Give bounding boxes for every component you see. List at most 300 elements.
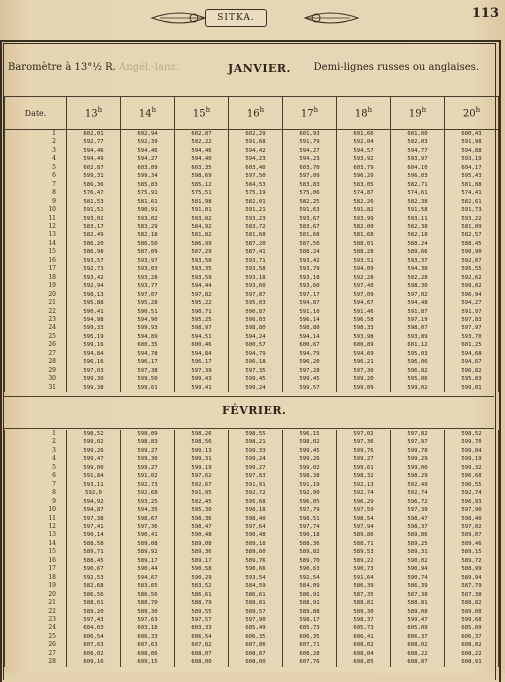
value-cell: 588,81 bbox=[229, 599, 283, 607]
value-cell: 593,28 bbox=[121, 274, 175, 282]
value-cell: 575,06 bbox=[283, 189, 337, 197]
date-cell: 13 bbox=[5, 531, 67, 539]
date-cell: 20 bbox=[5, 591, 67, 599]
value-cell: 599,68 bbox=[445, 616, 499, 624]
date-cell: 26 bbox=[5, 341, 67, 349]
value-cell: 598,52 bbox=[445, 430, 499, 438]
value-cell: 599,93 bbox=[121, 324, 175, 332]
value-cell: 586,61 bbox=[229, 591, 283, 599]
value-cell: 592,0 bbox=[67, 489, 121, 497]
value-cell: 589,76 bbox=[229, 557, 283, 565]
table-row bbox=[5, 147, 499, 155]
value-cell: 599,09 bbox=[337, 384, 391, 392]
value-cell: 593,19 bbox=[445, 155, 499, 163]
value-cell: 589,22 bbox=[337, 557, 391, 565]
table-janvier bbox=[4, 96, 499, 392]
value-cell: 590,55 bbox=[445, 481, 499, 489]
value-cell: 598,13 bbox=[67, 291, 121, 299]
date-cell: 24 bbox=[5, 624, 67, 632]
value-cell: 593,98 bbox=[337, 333, 391, 341]
value-cell: 607,63 bbox=[121, 641, 175, 649]
value-cell: 605,49 bbox=[229, 624, 283, 632]
table-row bbox=[5, 257, 499, 265]
value-cell: 597,90 bbox=[229, 616, 283, 624]
table-row bbox=[5, 274, 499, 282]
value-cell: 586,56 bbox=[121, 591, 175, 599]
table-row bbox=[5, 341, 499, 349]
value-cell: 589,08 bbox=[391, 608, 445, 616]
value-cell: 608,85 bbox=[337, 658, 391, 666]
value-cell: 583,72 bbox=[229, 223, 283, 231]
value-cell: 600,46 bbox=[175, 341, 229, 349]
value-cell: 599,70 bbox=[445, 438, 499, 446]
value-cell: 602,87 bbox=[175, 130, 229, 139]
value-cell: 599,02 bbox=[283, 464, 337, 472]
value-cell: 593,11 bbox=[391, 215, 445, 223]
value-cell: 582,68 bbox=[67, 582, 121, 590]
table-row bbox=[5, 384, 499, 392]
value-cell: 599,27 bbox=[121, 464, 175, 472]
value-cell: 592,94 bbox=[67, 282, 121, 290]
value-cell: 589,72 bbox=[445, 557, 499, 565]
table-row bbox=[5, 223, 499, 231]
date-cell: 28 bbox=[5, 658, 67, 666]
table-row bbox=[5, 350, 499, 358]
value-cell: 597,64 bbox=[229, 523, 283, 531]
value-cell: 592,62 bbox=[445, 274, 499, 282]
value-cell: 594,46 bbox=[175, 147, 229, 155]
value-cell: 600,57 bbox=[229, 341, 283, 349]
value-cell: 594,46 bbox=[121, 147, 175, 155]
value-cell: 599,33 bbox=[229, 447, 283, 455]
value-cell: 605,73 bbox=[337, 624, 391, 632]
table-row bbox=[5, 624, 499, 632]
value-cell: 599,30 bbox=[121, 455, 175, 463]
value-cell: 581,09 bbox=[445, 223, 499, 231]
value-cell: 598,54 bbox=[337, 515, 391, 523]
value-cell: 597,83 bbox=[445, 316, 499, 324]
value-cell: 590,41 bbox=[121, 531, 175, 539]
value-cell: 574,41 bbox=[445, 189, 499, 197]
value-cell: 596,17 bbox=[121, 358, 175, 366]
value-cell: 596,20 bbox=[283, 358, 337, 366]
value-cell: 593,92 bbox=[337, 155, 391, 163]
date-cell: 17 bbox=[5, 265, 67, 273]
value-cell: 594,90 bbox=[121, 316, 175, 324]
value-cell: 599,27 bbox=[229, 464, 283, 472]
table-row bbox=[5, 308, 499, 316]
date-cell: 27 bbox=[5, 650, 67, 658]
value-cell: 594,23 bbox=[283, 155, 337, 163]
value-cell: 599,76 bbox=[337, 447, 391, 455]
value-cell: 605,09 bbox=[391, 624, 445, 632]
month-title-janvier: JANVIER. bbox=[228, 62, 291, 75]
table-row bbox=[5, 464, 499, 472]
date-cell: 3 bbox=[5, 447, 67, 455]
table-row bbox=[5, 531, 499, 539]
date-cell: 23 bbox=[5, 616, 67, 624]
table-row bbox=[5, 189, 499, 197]
value-cell: 595,88 bbox=[67, 299, 121, 307]
value-cell: 589,70 bbox=[283, 557, 337, 565]
table-row bbox=[5, 523, 499, 531]
value-cell: 588,81 bbox=[391, 599, 445, 607]
value-cell: 597,09 bbox=[337, 291, 391, 299]
value-cell: 590,63 bbox=[283, 565, 337, 573]
value-cell: 587,38 bbox=[391, 591, 445, 599]
value-cell: 596,03 bbox=[229, 316, 283, 324]
value-cell: 587,79 bbox=[445, 582, 499, 590]
value-cell: 599,00 bbox=[391, 464, 445, 472]
value-cell: 599,57 bbox=[283, 384, 337, 392]
value-cell: 582,18 bbox=[391, 231, 445, 239]
value-cell: 590,51 bbox=[121, 308, 175, 316]
value-cell: 598,55 bbox=[229, 430, 283, 438]
value-cell: 606,35 bbox=[229, 633, 283, 641]
value-cell: 588,24 bbox=[391, 240, 445, 248]
value-cell: 596,58 bbox=[337, 316, 391, 324]
value-cell: 582,01 bbox=[229, 198, 283, 206]
value-cell: 587,35 bbox=[337, 591, 391, 599]
value-cell: 599,26 bbox=[283, 455, 337, 463]
value-cell: 596,21 bbox=[337, 358, 391, 366]
value-cell: 582,61 bbox=[445, 198, 499, 206]
table-row bbox=[5, 138, 499, 146]
value-cell: 596,17 bbox=[175, 358, 229, 366]
value-cell: 596,82 bbox=[391, 367, 445, 375]
value-cell: 592,73 bbox=[121, 481, 175, 489]
date-cell: 23 bbox=[5, 316, 67, 324]
value-cell: 595,03 bbox=[391, 350, 445, 358]
value-cell: 586,50 bbox=[121, 240, 175, 248]
value-cell: 584,09 bbox=[283, 582, 337, 590]
table-row bbox=[5, 582, 499, 590]
value-cell: 607,82 bbox=[175, 641, 229, 649]
value-cell: 591,21 bbox=[229, 206, 283, 214]
running-head: SITKA. bbox=[205, 9, 267, 27]
value-cell: 599,50 bbox=[121, 375, 175, 383]
date-cell: 21 bbox=[5, 599, 67, 607]
value-cell: 598,09 bbox=[121, 430, 175, 438]
table-fevrier bbox=[4, 430, 499, 667]
value-cell: 589,86 bbox=[391, 531, 445, 539]
value-cell: 603,70 bbox=[283, 164, 337, 172]
value-cell: 588,24 bbox=[283, 248, 337, 256]
value-cell: 597,38 bbox=[67, 515, 121, 523]
value-cell: 589,86 bbox=[337, 531, 391, 539]
value-cell: 598,02 bbox=[283, 438, 337, 446]
value-cell: 590,48 bbox=[229, 531, 283, 539]
value-cell: 597,40 bbox=[337, 282, 391, 290]
value-cell: 608,02 bbox=[337, 641, 391, 649]
value-cell: 596,14 bbox=[283, 316, 337, 324]
value-cell: 583,29 bbox=[121, 223, 175, 231]
value-cell: 581,82 bbox=[175, 231, 229, 239]
value-cell: 599,47 bbox=[67, 455, 121, 463]
value-cell: 590,29 bbox=[175, 574, 229, 582]
value-cell: 594,67 bbox=[121, 574, 175, 582]
value-cell: 592,72 bbox=[229, 489, 283, 497]
value-cell: 589,15 bbox=[445, 548, 499, 556]
table-row bbox=[5, 481, 499, 489]
column-header-date: Date. bbox=[5, 97, 67, 130]
value-cell: 598,07 bbox=[391, 324, 445, 332]
value-cell: 603,40 bbox=[229, 164, 283, 172]
date-cell: 5 bbox=[5, 164, 67, 172]
value-cell: 608,91 bbox=[445, 658, 499, 666]
table-row bbox=[5, 489, 499, 497]
table-row bbox=[5, 181, 499, 189]
value-cell: 599,20 bbox=[337, 375, 391, 383]
value-cell: 598,97 bbox=[175, 324, 229, 332]
value-cell: 597,97 bbox=[445, 324, 499, 332]
table-row bbox=[5, 633, 499, 641]
value-cell: 595,30 bbox=[175, 506, 229, 514]
value-cell: 589,94 bbox=[445, 574, 499, 582]
value-cell: 598,56 bbox=[175, 438, 229, 446]
value-cell: 592,28 bbox=[391, 274, 445, 282]
table-row bbox=[5, 472, 499, 480]
value-cell: 598,21 bbox=[229, 438, 283, 446]
value-cell: 588,45 bbox=[445, 240, 499, 248]
value-cell: 593,60 bbox=[229, 282, 283, 290]
value-cell: 597,87 bbox=[229, 291, 283, 299]
value-cell: 608,04 bbox=[337, 650, 391, 658]
value-cell: 601,93 bbox=[283, 130, 337, 139]
value-cell: 585,83 bbox=[121, 181, 175, 189]
value-cell: 583,05 bbox=[337, 181, 391, 189]
value-cell: 608,00 bbox=[229, 658, 283, 666]
value-cell: 608,06 bbox=[121, 650, 175, 658]
value-cell: 599,19 bbox=[175, 464, 229, 472]
value-cell: 599,45 bbox=[229, 375, 283, 383]
value-cell: 593,18 bbox=[229, 274, 283, 282]
date-cell: 17 bbox=[5, 565, 67, 573]
table-row bbox=[5, 282, 499, 290]
date-cell: 6 bbox=[5, 472, 67, 480]
value-cell: 593,70 bbox=[445, 333, 499, 341]
value-cell: 589,08 bbox=[175, 540, 229, 548]
value-cell: 606,37 bbox=[391, 633, 445, 641]
value-cell: 596,94 bbox=[445, 291, 499, 299]
value-cell: 591,79 bbox=[283, 138, 337, 146]
value-cell: 597,39 bbox=[175, 367, 229, 375]
column-header-hour: 17$^h$ bbox=[283, 97, 337, 130]
value-cell: 591,87 bbox=[391, 308, 445, 316]
value-cell: 597,30 bbox=[337, 367, 391, 375]
value-cell: 599,32 bbox=[445, 464, 499, 472]
value-cell: 593,02 bbox=[175, 215, 229, 223]
value-cell: 590,18 bbox=[283, 531, 337, 539]
value-cell: 602,01 bbox=[67, 130, 121, 139]
table-row bbox=[5, 375, 499, 383]
value-cell: 608,00 bbox=[175, 658, 229, 666]
value-cell: 593,99 bbox=[337, 215, 391, 223]
value-cell: 593,97 bbox=[121, 257, 175, 265]
table-row bbox=[5, 299, 499, 307]
value-cell: 597,90 bbox=[445, 506, 499, 514]
value-cell: 586,56 bbox=[67, 591, 121, 599]
value-cell: 599,84 bbox=[445, 447, 499, 455]
value-cell: 591,84 bbox=[67, 472, 121, 480]
value-cell: 608,87 bbox=[391, 658, 445, 666]
table-row bbox=[5, 574, 499, 582]
value-cell: 597,94 bbox=[337, 523, 391, 531]
value-cell: 589,18 bbox=[229, 540, 283, 548]
date-cell: 5 bbox=[5, 464, 67, 472]
value-cell: 588,81 bbox=[337, 599, 391, 607]
value-cell: 594,44 bbox=[175, 282, 229, 290]
value-cell: 592,74 bbox=[337, 489, 391, 497]
value-cell: 599,38 bbox=[67, 384, 121, 392]
table-row bbox=[5, 565, 499, 573]
date-cell: 10 bbox=[5, 506, 67, 514]
date-cell: 7 bbox=[5, 481, 67, 489]
value-cell: 591,95 bbox=[175, 489, 229, 497]
value-cell: 598,18 bbox=[229, 506, 283, 514]
date-cell: 30 bbox=[5, 375, 67, 383]
value-cell: 574,61 bbox=[391, 189, 445, 197]
value-cell: 596,93 bbox=[445, 498, 499, 506]
value-cell: 601,66 bbox=[337, 130, 391, 139]
value-cell: 586,20 bbox=[67, 240, 121, 248]
value-cell: 597,39 bbox=[391, 506, 445, 514]
value-cell: 584,53 bbox=[229, 181, 283, 189]
value-cell: 596,29 bbox=[337, 498, 391, 506]
date-cell: 10 bbox=[5, 206, 67, 214]
table-row bbox=[5, 155, 499, 163]
value-cell: 588,61 bbox=[67, 599, 121, 607]
value-cell: 592,74 bbox=[445, 489, 499, 497]
value-cell: 590,91 bbox=[121, 206, 175, 214]
value-cell: 595,28 bbox=[121, 299, 175, 307]
value-cell: 594,69 bbox=[337, 350, 391, 358]
table-row bbox=[5, 540, 499, 548]
caption-right: Demi-lignes russes ou anglaises. bbox=[313, 62, 479, 73]
value-cell: 593,25 bbox=[121, 498, 175, 506]
value-cell: 599,78 bbox=[391, 447, 445, 455]
value-cell: 594,87 bbox=[67, 506, 121, 514]
value-cell: 594,67 bbox=[337, 299, 391, 307]
value-cell: 591,98 bbox=[445, 138, 499, 146]
value-cell: 587,50 bbox=[283, 240, 337, 248]
value-cell: 594,27 bbox=[445, 299, 499, 307]
value-cell: 608,22 bbox=[445, 650, 499, 658]
value-cell: 599,61 bbox=[121, 384, 175, 392]
value-cell: 593,57 bbox=[67, 257, 121, 265]
value-cell: 590,44 bbox=[121, 565, 175, 573]
table-row bbox=[5, 599, 499, 607]
table-row bbox=[5, 498, 499, 506]
value-cell: 589,17 bbox=[175, 557, 229, 565]
value-cell: 588,28 bbox=[337, 248, 391, 256]
value-cell: 589,08 bbox=[445, 608, 499, 616]
value-cell: 582,00 bbox=[337, 223, 391, 231]
table-row bbox=[5, 240, 499, 248]
value-cell: 592,45 bbox=[175, 498, 229, 506]
value-cell: 588,99 bbox=[445, 565, 499, 573]
value-cell: 599,02 bbox=[391, 384, 445, 392]
value-cell: 597,19 bbox=[391, 316, 445, 324]
date-cell: 9 bbox=[5, 498, 67, 506]
value-cell: 598,26 bbox=[175, 430, 229, 438]
date-cell: 19 bbox=[5, 282, 67, 290]
value-cell: 589,46 bbox=[445, 540, 499, 548]
value-cell: 589,20 bbox=[67, 608, 121, 616]
value-cell: 597,50 bbox=[229, 172, 283, 180]
date-cell: 13 bbox=[5, 231, 67, 239]
value-cell: 575,91 bbox=[121, 189, 175, 197]
date-cell: 4 bbox=[5, 155, 67, 163]
value-cell: 597,97 bbox=[391, 438, 445, 446]
value-cell: 598,51 bbox=[283, 515, 337, 523]
date-cell: 8 bbox=[5, 189, 67, 197]
value-cell: 598,40 bbox=[229, 515, 283, 523]
value-cell: 607,71 bbox=[283, 641, 337, 649]
value-cell: 596,03 bbox=[391, 172, 445, 180]
table-row bbox=[5, 130, 499, 139]
value-cell: 584,92 bbox=[175, 223, 229, 231]
value-cell: 588,45 bbox=[67, 557, 121, 565]
value-cell: 606,54 bbox=[175, 633, 229, 641]
table-row bbox=[5, 447, 499, 455]
value-cell: 591,02 bbox=[121, 472, 175, 480]
value-cell: 602,94 bbox=[121, 130, 175, 139]
value-cell: 597,02 bbox=[337, 430, 391, 438]
value-cell: 586,39 bbox=[391, 582, 445, 590]
value-cell: 598,40 bbox=[445, 515, 499, 523]
caption-faint: Angél.-lanz. bbox=[119, 62, 179, 73]
value-cell: 594,24 bbox=[229, 333, 283, 341]
value-cell: 590,74 bbox=[391, 574, 445, 582]
value-cell: 583,17 bbox=[67, 223, 121, 231]
value-cell: 599,31 bbox=[67, 172, 121, 180]
value-cell: 599,01 bbox=[445, 384, 499, 392]
date-cell: 14 bbox=[5, 540, 67, 548]
date-cell: 18 bbox=[5, 574, 67, 582]
value-cell: 595,83 bbox=[445, 375, 499, 383]
value-cell: 592,53 bbox=[67, 574, 121, 582]
table-row bbox=[5, 164, 499, 172]
date-cell: 16 bbox=[5, 257, 67, 265]
value-cell: 593,59 bbox=[175, 274, 229, 282]
date-cell: 21 bbox=[5, 299, 67, 307]
value-cell: 594,79 bbox=[283, 350, 337, 358]
value-cell: 592,73 bbox=[67, 265, 121, 273]
value-cell: 591,10 bbox=[283, 308, 337, 316]
value-cell: 590,87 bbox=[229, 308, 283, 316]
value-cell: 592,49 bbox=[391, 481, 445, 489]
value-cell: 599,45 bbox=[283, 375, 337, 383]
value-cell: 598,67 bbox=[121, 515, 175, 523]
value-cell: 588,58 bbox=[67, 540, 121, 548]
value-cell: 589,08 bbox=[121, 540, 175, 548]
column-header-hour: 13$^h$ bbox=[67, 97, 121, 130]
value-cell: 590,66 bbox=[229, 565, 283, 573]
value-cell: 582,18 bbox=[121, 231, 175, 239]
value-cell: 599,47 bbox=[391, 616, 445, 624]
value-cell: 594,27 bbox=[283, 147, 337, 155]
value-cell: 599,41 bbox=[175, 384, 229, 392]
value-cell: 589,36 bbox=[175, 548, 229, 556]
value-cell: 598,29 bbox=[391, 472, 445, 480]
value-cell: 594,27 bbox=[121, 155, 175, 163]
value-cell: 588,71 bbox=[337, 540, 391, 548]
value-cell: 597,35 bbox=[229, 367, 283, 375]
table-row bbox=[5, 548, 499, 556]
value-cell: 590,58 bbox=[175, 565, 229, 573]
value-cell: 596,05 bbox=[283, 498, 337, 506]
